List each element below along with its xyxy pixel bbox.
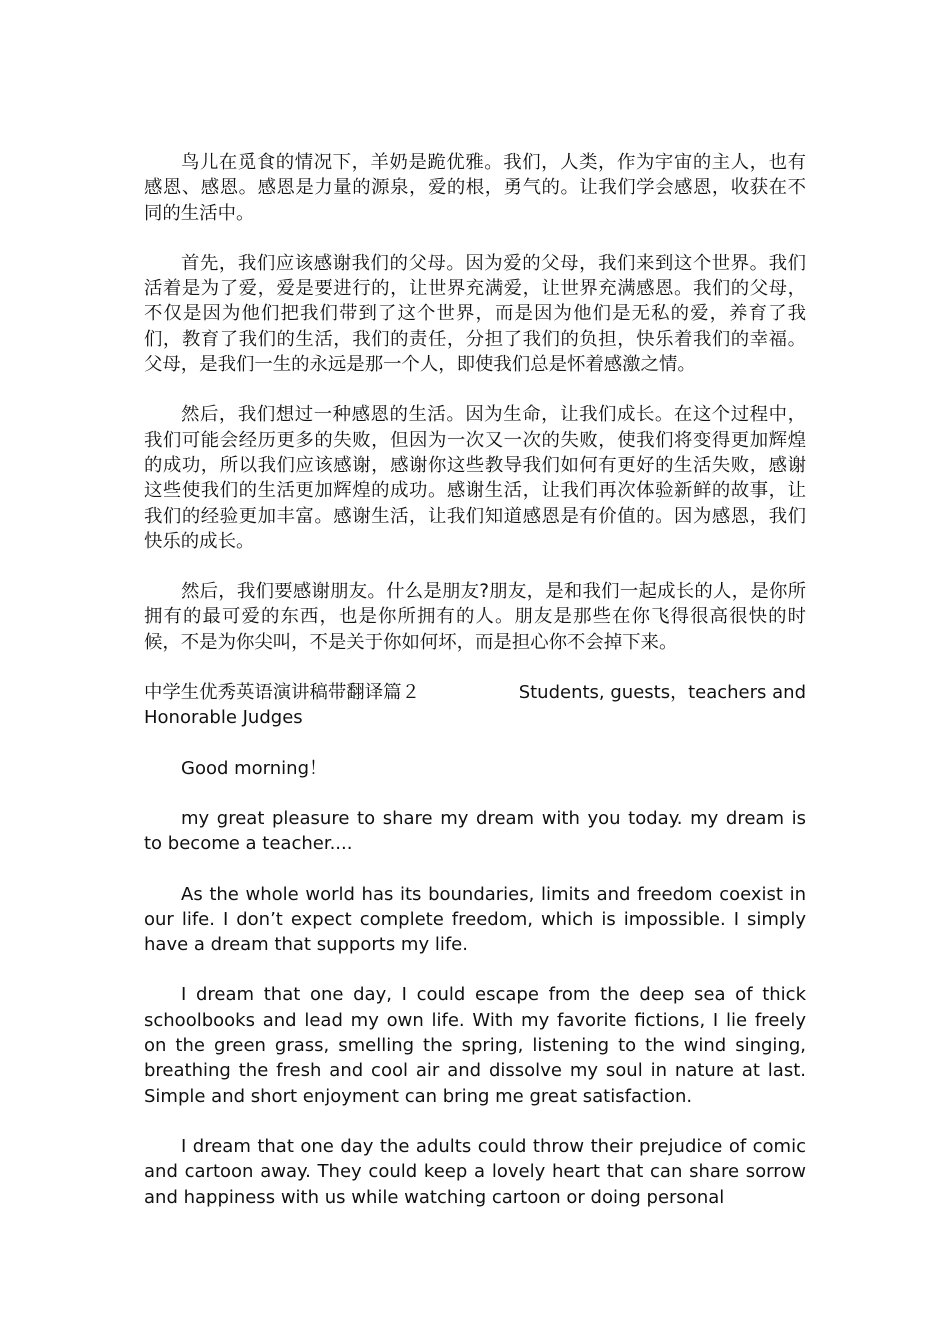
section-heading-line <box>144 680 806 705</box>
paragraph-adults: I dream that one day the adults could throw their prejudice of comic and cartoon away. They could keep a lovely heart that can share sorrow and happiness with us while watching cartoon or doing personal <box>144 1135 806 1208</box>
section-heading-title: 中学生优秀英语演讲稿带翻译篇２ <box>144 682 420 704</box>
paragraph-spacer <box>144 377 806 402</box>
paragraph-intro: 鸟儿在觅食的情况下，羊奶是跪优雅。我们，人类，作为宇宙的主人，也有感恩、感恩。感恩是力量的源泉，爱的根，勇气的。让我们学会感恩，收获在不同的生活中。 <box>144 152 806 224</box>
paragraph-parents: 首先，我们应该感谢我们的父母。因为爱的父母，我们来到这个世界。我们活着是为了爱，爱是要进行的，让世界充满爱，让世界充满感恩。我们的父母，不仅是因为他们把我们带到了这个世界，而是因为他们是无私的爱，养育了我们，教育了我们的生活，我们的责任，分担了我们的负担，快乐着我们的幸福。父母，是我们一生的永远是那一个人，即使我们总是怀着感激之情。 <box>144 252 806 376</box>
greeting: Good morning！ <box>181 757 327 779</box>
paragraph-friends: 然后，我们要感谢朋友。什么是朋友?朋友，是和我们一起成长的人，是你所拥有的最可爱的东西，也是你所拥有的人。朋友是那些在你飞得很高很快的时候，不是为你尖叫，不是关于你如何坏，而是担心你不会掉下来。 <box>144 581 806 653</box>
paragraph-freedom: As the whole world has its boundaries, limits and freedom coexist in our life. I don’t expect complete freedom, which is impossible. I simply have a dream that supports my life. <box>144 883 806 956</box>
paragraph-spacer <box>144 857 806 882</box>
paragraph-spacer <box>144 226 806 251</box>
paragraph-dream-intro: my great pleasure to share my dream with you today. my dream is to become a teacher.... <box>144 807 806 855</box>
section-heading <box>144 680 806 731</box>
paragraph-spacer <box>144 957 806 982</box>
paragraph-spacer <box>144 1109 806 1134</box>
document-page <box>144 150 806 1210</box>
paragraph-escape: I dream that one day, I could escape from the deep sea of thick schoolbooks and lead my own life. With my favorite fictions, I lie freely on the green grass, smelling the spring, listening to the wind singing, breathing the fresh and cool air and dissolve my soul in nature at last. Simple and short enjoyment can bring me great satisfaction. <box>144 984 806 1107</box>
paragraph-spacer <box>144 731 806 756</box>
section-heading-salutation: Students, guests，teachers and <box>518 682 806 704</box>
paragraph-life: 然后，我们想过一种感恩的生活。因为生命，让我们成长。在这个过程中，我们可能会经历更多的失败，但因为一次又一次的失败，使我们将变得更加辉煌的成功，所以我们应该感谢，感谢你这些教导我们如何有更好的生活失败，感谢这些使我们的生活更加辉煌的成功。感谢生活，让我们再次体验新鲜的故事，让我们的经验更加丰富。感谢生活，让我们知道感恩是有价值的。因为感恩，我们快乐的成长。 <box>144 404 806 552</box>
paragraph-spacer <box>144 655 806 680</box>
section-heading-salutation-continued: Honorable Judges <box>144 707 303 729</box>
paragraph-spacer <box>144 554 806 579</box>
paragraph-spacer <box>144 781 806 806</box>
